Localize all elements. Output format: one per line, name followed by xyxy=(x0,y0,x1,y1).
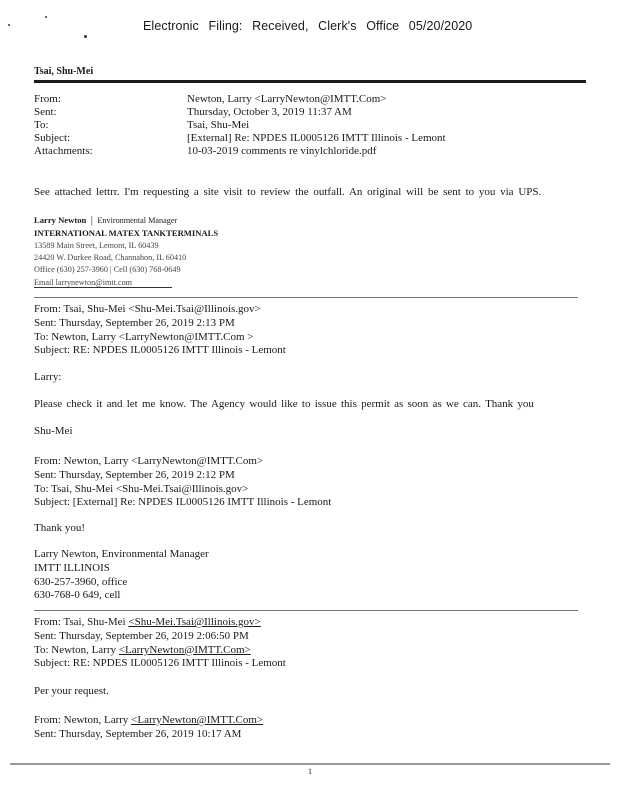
subject-value: [External] Re: NPDES IL0005126 IMTT Illinois - Lemont xyxy=(187,132,446,144)
msg2-body: Thank you! xyxy=(34,522,86,534)
page-number: 1 xyxy=(308,767,312,776)
msg3-to-line xyxy=(34,644,286,658)
msg2-sig-company: IMTT ILLINOIS xyxy=(34,561,110,574)
mailbox-owner-name: Tsai, Shu-Mei xyxy=(34,66,94,77)
msg3-header xyxy=(34,616,286,671)
signature-divider: | xyxy=(88,215,96,226)
msg3-from-label: From: Tsai, Shu-Mei xyxy=(34,616,129,628)
from-label: From: xyxy=(34,93,61,105)
message-separator xyxy=(34,297,578,298)
msg2-sent: Sent: Thursday, September 26, 2019 2:12 PM xyxy=(34,468,235,481)
msg2-header xyxy=(34,455,331,510)
from-value: Newton, Larry <LarryNewton@IMTT.Com> xyxy=(187,93,387,105)
msg1-subject: Subject: RE: NPDES IL0005126 IMTT Illinois - Lemont xyxy=(34,344,286,357)
msg1-from: From: Tsai, Shu-Mei <Shu-Mei.Tsai@Illinois.gov> xyxy=(34,303,261,315)
to-label: To: xyxy=(34,119,49,131)
msg4-header xyxy=(34,714,263,742)
msg1-greeting: Larry: xyxy=(34,371,62,383)
msg3-to-email[interactable]: <LarryNewton@IMTT.Com> xyxy=(118,643,251,656)
attachments-label: Attachments: xyxy=(34,145,93,157)
msg2-sig-office: 630-257-3960, office xyxy=(34,575,128,588)
scan-speck xyxy=(45,16,47,18)
scan-speck xyxy=(8,24,10,26)
msg2-to: To: Tsai, Shu-Mei <Shu-Mei.Tsai@Illinois.gov> xyxy=(34,482,249,495)
message-separator xyxy=(34,610,578,611)
email-body: See attached lettrr. I'm requesting a site visit to review the outfall. An original will be sent to you via UPS. xyxy=(34,186,542,198)
sent-value: Thursday, October 3, 2019 11:37 AM xyxy=(187,106,352,118)
msg2-sig-cell: 630-768-0 649, cell xyxy=(34,589,121,602)
attachment-file[interactable]: 10-03-2019 comments re vinylchloride.pdf xyxy=(187,145,377,157)
signature-company: INTERNATIONAL MATEX TANKTERMINALS xyxy=(34,228,219,238)
msg3-subject: Subject: RE: NPDES IL0005126 IMTT Illinois - Lemont xyxy=(34,657,286,670)
msg3-body: Per your request. xyxy=(34,685,109,697)
msg1-header xyxy=(34,303,286,358)
filing-stamp: Electronic Filing: Received, Clerk's Office 05/20/2020 xyxy=(143,19,473,33)
msg1-to: To: Newton, Larry <LarryNewton@IMTT.Com > xyxy=(34,330,254,343)
msg1-sent: Sent: Thursday, September 26, 2019 2:13 PM xyxy=(34,316,235,329)
signature-title: Environmental Manager xyxy=(97,216,178,225)
msg2-sig-name: Larry Newton, Environmental Manager xyxy=(34,548,209,560)
page-footer-rule xyxy=(10,763,610,765)
msg2-subject: Subject: [External] Re: NPDES IL0005126 IMTT Illinois - Lemont xyxy=(34,496,332,509)
msg4-from-line xyxy=(34,714,263,728)
to-value: Tsai, Shu-Mei xyxy=(187,119,250,131)
signature-name: Larry Newton xyxy=(34,215,87,225)
msg1-signoff: Shu-Mei xyxy=(34,425,73,437)
msg2-from: From: Newton, Larry <LarryNewton@IMTT.Com> xyxy=(34,455,264,467)
msg2-signature xyxy=(34,548,209,603)
msg1-body: Please check it and let me know. The Agency would like to issue this permit as soon as we can. Thank you xyxy=(34,398,534,410)
msg3-from-email[interactable]: <Shu-Mei.Tsai@Illinois.gov> xyxy=(128,616,261,628)
signature-address-2: 24420 W. Durkee Road, Channahon, IL 60410 xyxy=(34,253,187,262)
signature-address-1: 13589 Main Street, Lemont, IL 60439 xyxy=(34,241,159,250)
msg4-from-label: From: Newton, Larry xyxy=(34,714,132,726)
scan-speck xyxy=(84,35,87,38)
sent-label: Sent: xyxy=(34,106,57,118)
signature-name-line xyxy=(34,215,177,226)
msg3-from-line xyxy=(34,616,286,630)
msg3-to-label: To: Newton, Larry xyxy=(34,643,119,656)
signature-phones: Office (630) 257-3960 | Cell (630) 768-0649 xyxy=(34,265,181,274)
msg3-sent: Sent: Thursday, September 26, 2019 2:06:50 PM xyxy=(34,629,249,642)
signature-email[interactable]: Email larrynewton@imtt.com xyxy=(34,278,172,288)
msg4-sent: Sent: Thursday, September 26, 2019 10:17 AM xyxy=(34,727,242,740)
header-rule xyxy=(34,80,586,83)
msg4-from-email[interactable]: <LarryNewton@IMTT.Com> xyxy=(131,714,264,726)
subject-label: Subject: xyxy=(34,132,71,144)
